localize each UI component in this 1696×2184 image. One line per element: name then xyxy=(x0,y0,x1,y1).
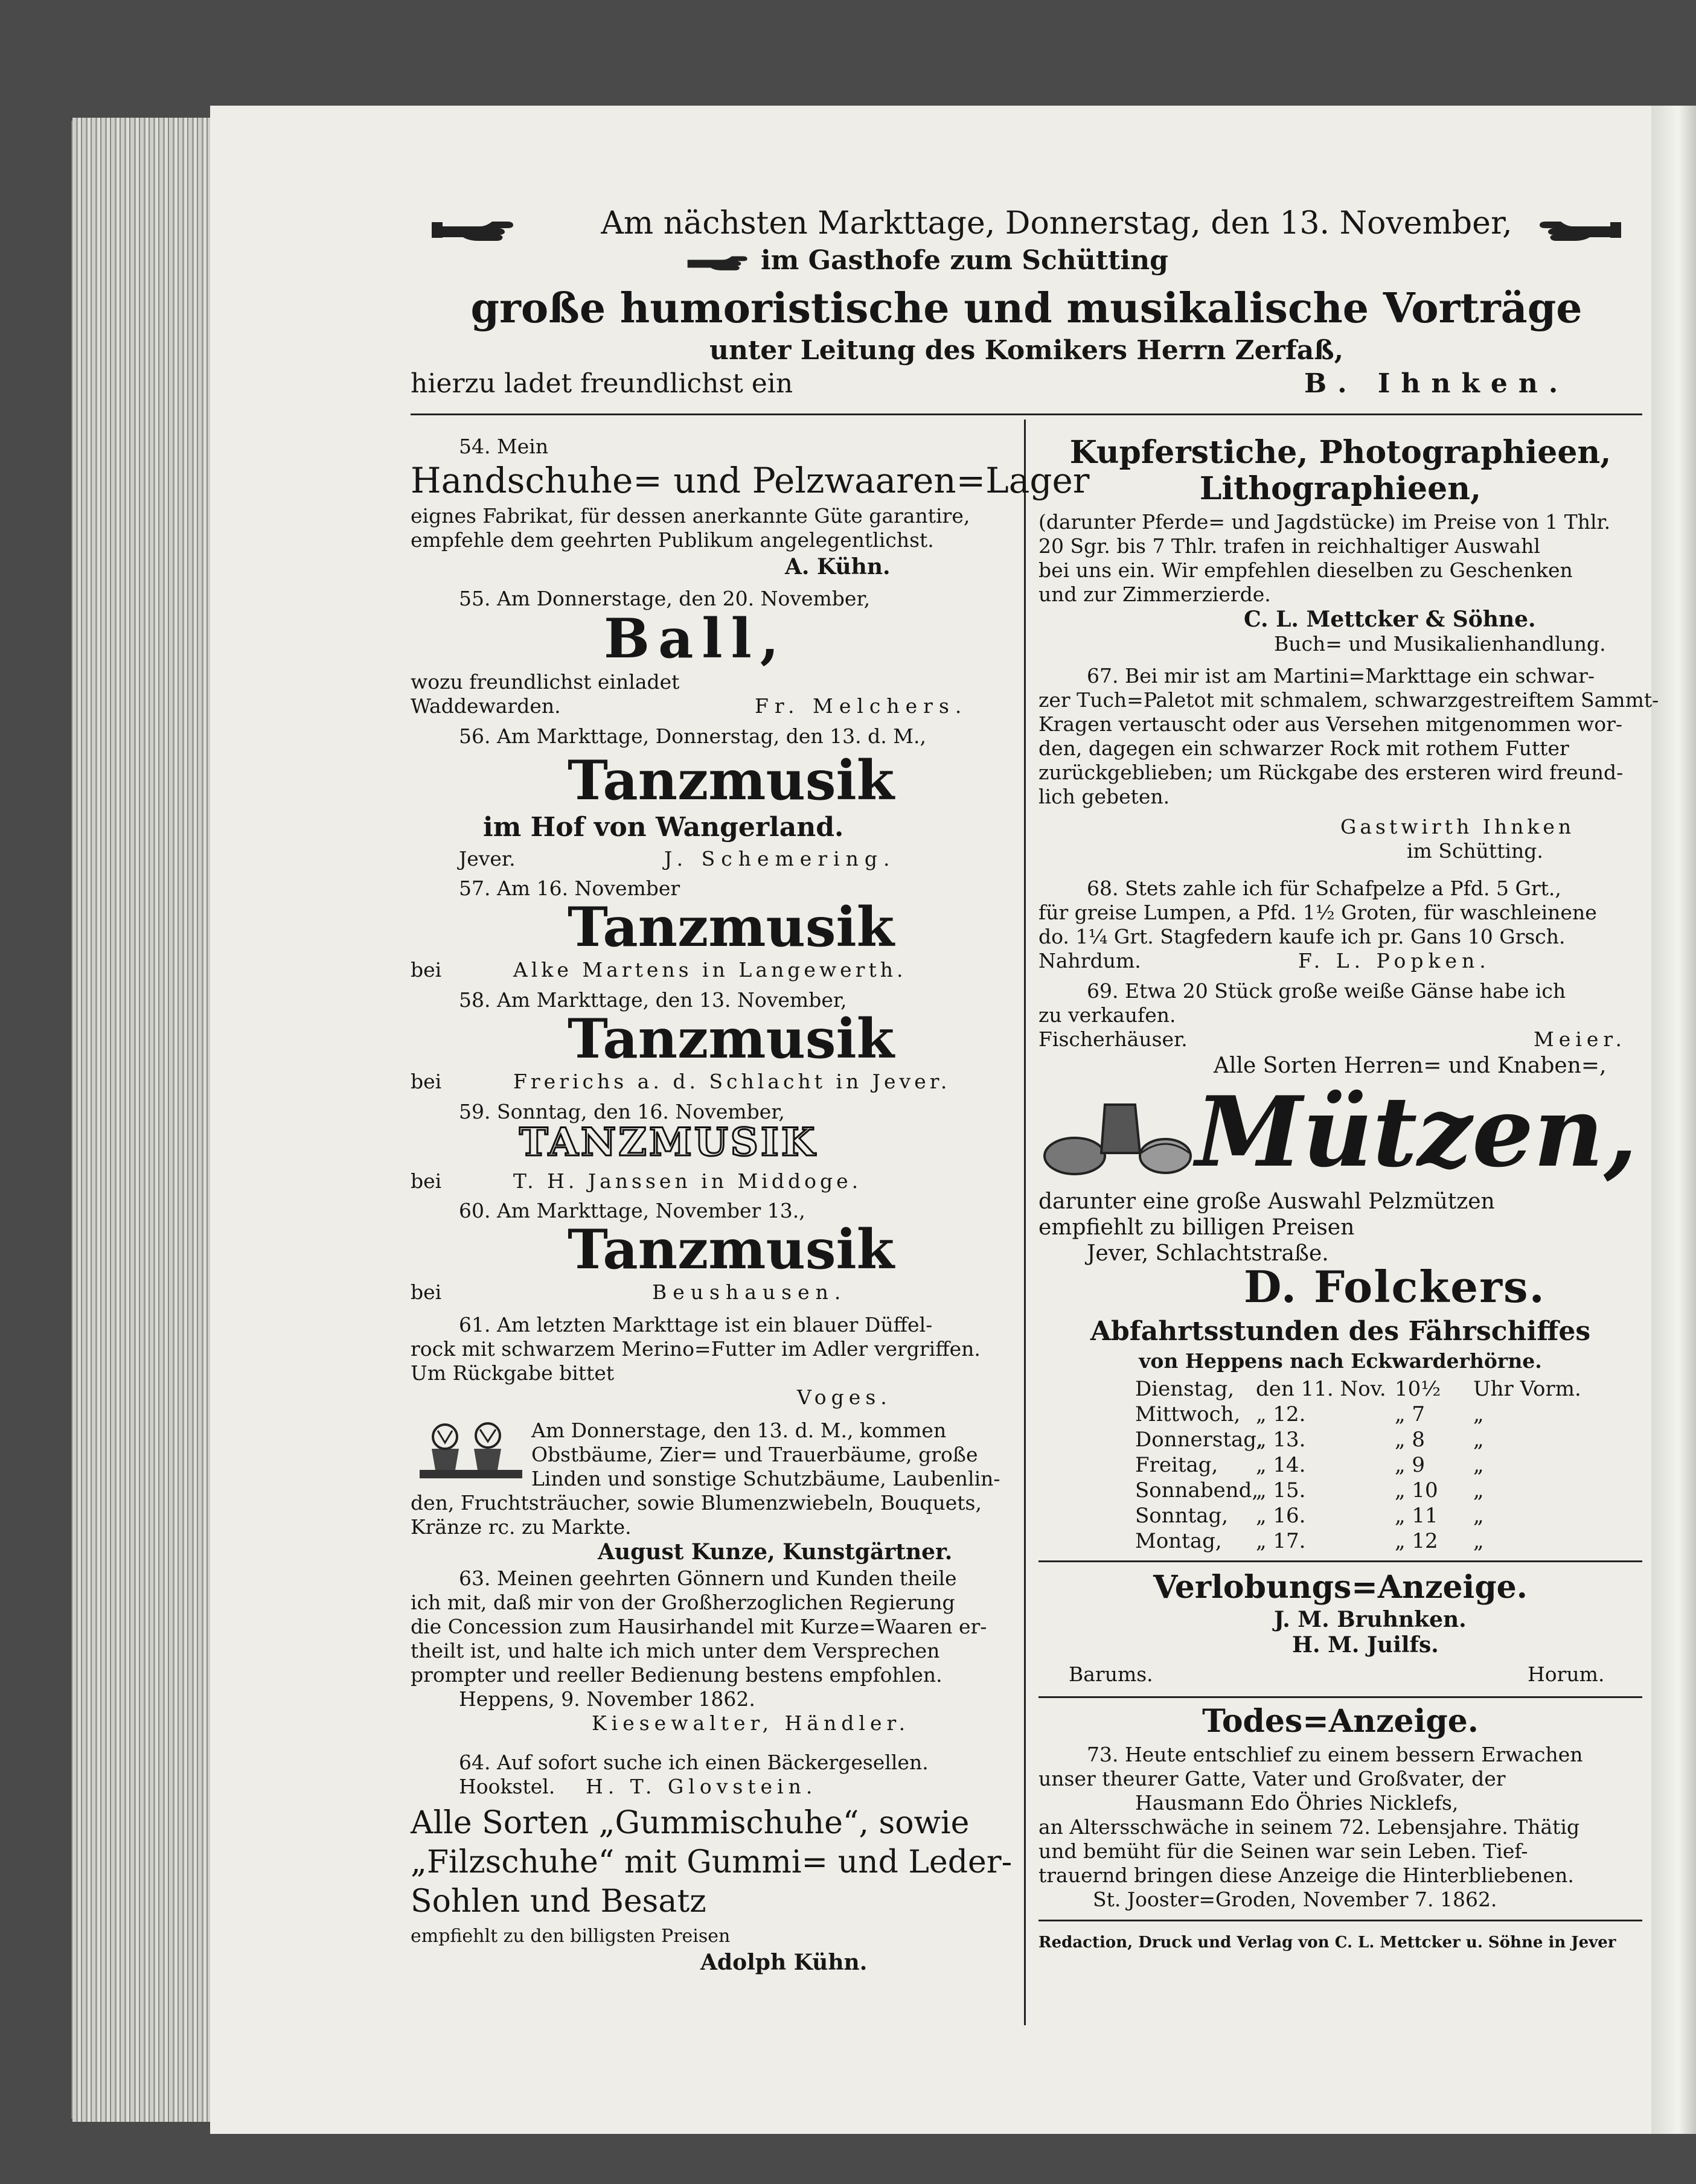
ferry-unit: „ xyxy=(1473,1453,1484,1477)
ferry-row xyxy=(1135,1528,1594,1554)
ad-63-line: die Concession zum Hausirhandel mit Kurze=Waaren er- xyxy=(411,1615,987,1638)
ad-63-line: 63. Meinen geehrten Gönnern und Kunden theile xyxy=(459,1566,957,1590)
ad-61-signature: Voges. xyxy=(797,1385,892,1409)
ad-59-title: TANZMUSIK xyxy=(519,1120,818,1165)
ad-gummi-line: Alle Sorten „Gummischuhe“, sowie xyxy=(411,1805,970,1841)
ad-69-line: zu verkaufen. xyxy=(1038,1003,1176,1027)
ad-67-line: Kragen vertauscht oder aus Versehen mitgenommen wor- xyxy=(1038,712,1623,736)
header-rule xyxy=(411,413,1642,415)
ad-60-signature: Beushausen. xyxy=(652,1280,847,1304)
page-edges xyxy=(72,118,211,2122)
ad-54-line: empfehle dem geehrten Publikum angelegentlichst. xyxy=(411,528,934,552)
ferry-row xyxy=(1135,1478,1594,1503)
pointing-hand-icon-right xyxy=(1534,211,1624,247)
page-content xyxy=(411,205,1659,2016)
ferry-row xyxy=(1135,1427,1594,1452)
ad-59-line: 59. Sonntag, den 16. November, xyxy=(459,1100,785,1123)
ad-58-signature: Frerichs a. d. Schlacht in Jever. xyxy=(513,1070,951,1093)
ad-67-line: den, dagegen ein schwarzer Rock mit rothem Futter xyxy=(1038,736,1569,760)
ad-62-line: Kränze rc. zu Markte. xyxy=(411,1515,632,1539)
engagement-title: Verlobungs=Anzeige. xyxy=(1153,1569,1528,1606)
ferry-date: „ 14. xyxy=(1256,1453,1306,1477)
header-line-5-left: hierzu ladet freundlichst ein xyxy=(411,368,793,399)
ferry-day: Montag, xyxy=(1135,1529,1222,1553)
ad-54-signature: A. Kühn. xyxy=(785,554,891,580)
ad-gummi-line: „Filzschuhe“ mit Gummi= und Leder- xyxy=(411,1844,1013,1880)
ferry-day: Sonntag, xyxy=(1135,1504,1229,1528)
ad-gummi-line: empfiehlt zu den billigsten Preisen xyxy=(411,1926,731,1947)
ferry-date: „ 15. xyxy=(1256,1478,1306,1502)
death-notice-line: 73. Heute entschlief zu einem bessern Erwachen xyxy=(1087,1743,1583,1766)
ad-63-line: Heppens, 9. November 1862. xyxy=(459,1687,755,1711)
book-fore-edge xyxy=(1651,106,1696,2134)
ad-60-title: Tanzmusik xyxy=(568,1218,895,1282)
ferry-row xyxy=(1135,1452,1594,1478)
ad-kupferstiche-title: Lithographieen, xyxy=(1199,470,1482,507)
ad-59-signature: T. H. Janssen in Middoge. xyxy=(513,1169,862,1193)
engagement-name: J. M. Bruhnken. xyxy=(1274,1607,1467,1632)
ad-muetzen-line: Jever, Schlachtstraße. xyxy=(1087,1241,1329,1266)
ferry-time: „ 10 xyxy=(1395,1478,1438,1502)
ferry-unit: Uhr Vorm. xyxy=(1473,1377,1581,1401)
ad-55-line: 55. Am Donnerstage, den 20. November, xyxy=(459,587,871,610)
ad-muetzen-line: Alle Sorten Herren= und Knaben=, xyxy=(1214,1053,1607,1078)
ferry-subtitle: von Heppens nach Eckwarderhörne. xyxy=(1139,1349,1542,1373)
ad-54-line: 54. Mein xyxy=(459,435,549,458)
ad-muetzen-line: empfiehlt zu billigen Preisen xyxy=(1038,1215,1355,1240)
ad-67-line: lich gebeten. xyxy=(1038,785,1170,808)
ad-61-line: rock mit schwarzem Merino=Futter im Adler vergriffen. xyxy=(411,1337,981,1361)
ferry-day: Mittwoch, xyxy=(1135,1402,1241,1426)
ad-67-signature: im Schütting. xyxy=(1407,839,1543,863)
ad-muetzen-line: darunter eine große Auswahl Pelzmützen xyxy=(1038,1189,1495,1214)
header-line-3: große humoristische und musikalische Vorträge xyxy=(470,284,1582,333)
ferry-time: „ 11 xyxy=(1395,1504,1438,1528)
ad-69-place: Fischerhäuser. xyxy=(1038,1027,1188,1051)
ad-68-line: 68. Stets zahle ich für Schafpelze a Pfd. 5 Grt., xyxy=(1087,876,1561,900)
ferry-time: „ 8 xyxy=(1395,1428,1426,1452)
ferry-unit: „ xyxy=(1473,1478,1484,1502)
ad-55-signature: Fr. Melchers. xyxy=(755,694,968,718)
ad-64-line: 64. Auf sofort suche ich einen Bäckergesellen. xyxy=(459,1751,929,1774)
ad-62-line: Am Donnerstage, den 13. d. M., kommen xyxy=(531,1419,947,1442)
ad-69-signature: Meier. xyxy=(1534,1027,1627,1051)
ad-56-line: 56. Am Markttage, Donnerstag, den 13. d. M., xyxy=(459,724,927,748)
ad-kupferstiche-line: und zur Zimmerzierde. xyxy=(1038,583,1271,606)
ad-63-line: prompter und reeller Bedienung bestens empfohlen. xyxy=(411,1663,942,1687)
ferry-day: Dienstag, xyxy=(1135,1377,1235,1401)
ad-58-bei: bei xyxy=(411,1070,442,1093)
ad-muetzen-signature: D. Folckers. xyxy=(1244,1261,1546,1312)
ferry-unit: „ xyxy=(1473,1428,1484,1452)
ad-55-line: wozu freundlichst einladet xyxy=(411,670,680,694)
engagement-place: Barums. xyxy=(1069,1662,1153,1686)
ad-muetzen-title: Mützen, xyxy=(1195,1075,1638,1189)
death-notice-line: St. Jooster=Groden, November 7. 1862. xyxy=(1093,1888,1497,1911)
ferry-date: „ 12. xyxy=(1256,1402,1306,1426)
caps-illustration xyxy=(1038,1093,1195,1183)
ferry-unit: „ xyxy=(1473,1529,1484,1553)
ad-68-line: do. 1¼ Grt. Stagfedern kaufe ich pr. Gans 10 Grsch. xyxy=(1038,925,1566,948)
ad-54-line: eignes Fabrikat, für dessen anerkannte Güte garantire, xyxy=(411,504,970,528)
ad-57-title: Tanzmusik xyxy=(568,895,895,959)
death-notice-line: unser theurer Gatte, Vater und Großvater, der xyxy=(1038,1767,1506,1790)
death-notice-line: an Altersschwäche in seinem 72. Lebensjahre. Thätig xyxy=(1038,1815,1580,1839)
ad-kupferstiche-signature: C. L. Mettcker & Söhne. xyxy=(1244,607,1536,632)
ferry-time: „ 12 xyxy=(1395,1529,1438,1553)
rule xyxy=(1038,1560,1642,1562)
ferry-day: Donnerstag, xyxy=(1135,1428,1263,1452)
ad-59-bei: bei xyxy=(411,1169,442,1193)
pointing-hand-icon-left xyxy=(429,211,519,247)
ad-67-signature: Gastwirth Ihnken xyxy=(1340,815,1575,838)
ad-60-bei: bei xyxy=(411,1280,442,1304)
ad-57-bei: bei xyxy=(411,958,442,982)
ferry-time: „ 7 xyxy=(1395,1402,1426,1426)
ferry-date: „ 17. xyxy=(1256,1529,1306,1553)
ad-kupferstiche-line: bei uns ein. Wir empfehlen dieselben zu Geschenken xyxy=(1038,558,1573,582)
ferry-day: Freitag, xyxy=(1135,1453,1218,1477)
ad-67-line: zer Tuch=Paletot mit schmalem, schwarzgestreiftem Sammt- xyxy=(1038,688,1659,712)
ad-gummi-signature: Adolph Kühn. xyxy=(700,1950,868,1975)
column-divider xyxy=(1024,420,1026,2025)
ad-57-signature: Alke Martens in Langewerth. xyxy=(513,958,907,982)
ad-63-signature: Kiesewalter, Händler. xyxy=(592,1711,910,1735)
ferry-unit: „ xyxy=(1473,1402,1484,1426)
ad-68-signature: F. L. Popken. xyxy=(1298,949,1491,972)
ad-64-signature: H. T. Glovstein. xyxy=(586,1775,818,1798)
ad-67-line: zurückgeblieben; um Rückgabe des ersteren wird freund- xyxy=(1038,761,1624,784)
ad-58-line: 58. Am Markttage, den 13. November, xyxy=(459,988,847,1012)
death-notice-title: Todes=Anzeige. xyxy=(1202,1703,1479,1740)
ad-68-place: Nahrdum. xyxy=(1038,949,1141,972)
ferry-day: Sonnabend, xyxy=(1135,1478,1259,1502)
pointing-hand-icon-small xyxy=(682,249,755,275)
ad-67-line: 67. Bei mir ist am Martini=Markttage ein schwar- xyxy=(1087,664,1595,688)
rule xyxy=(1038,1920,1642,1921)
ad-gummi-line: Sohlen und Besatz xyxy=(411,1883,706,1920)
ad-68-line: für greise Lumpen, a Pfd. 1½ Groten, für waschleinene xyxy=(1038,901,1597,924)
death-notice-line: und bemüht für die Seinen war sein Leben. Tief- xyxy=(1038,1839,1528,1863)
ferry-time: „ 9 xyxy=(1395,1453,1426,1477)
ferry-title: Abfahrtsstunden des Fährschiffes xyxy=(1090,1316,1591,1347)
ad-69-line: 69. Etwa 20 Stück große weiße Gänse habe ich xyxy=(1087,979,1566,1003)
death-notice-line: Hausmann Edo Öhries Nicklefs, xyxy=(1135,1791,1459,1815)
ad-57-line: 57. Am 16. November xyxy=(459,876,680,900)
ferry-unit: „ xyxy=(1473,1504,1484,1528)
engagement-name: H. M. Juilfs. xyxy=(1292,1632,1439,1658)
ad-58-title: Tanzmusik xyxy=(568,1007,895,1071)
header-line-4: unter Leitung des Komikers Herrn Zerfaß, xyxy=(709,335,1344,366)
ad-55-place: Waddewarden. xyxy=(411,694,561,718)
ad-63-line: ich mit, daß mir von der Großherzoglichen Regierung xyxy=(411,1591,955,1614)
ferry-date: den 11. Nov. xyxy=(1256,1377,1386,1401)
ferry-date: „ 16. xyxy=(1256,1504,1306,1528)
ad-56-title: Tanzmusik xyxy=(568,749,895,813)
ad-56-signature: J. Schemering. xyxy=(664,847,896,870)
header-line-1: Am nächsten Markttage, Donnerstag, den 13. November, xyxy=(601,205,1512,241)
ferry-row xyxy=(1135,1402,1594,1427)
header-line-2: im Gasthofe zum Schütting xyxy=(761,245,1168,276)
ad-54-title: Handschuhe= und Pelzwaaren=Lager xyxy=(411,460,1090,501)
ad-62-line: den, Fruchtsträucher, sowie Blumenzwiebeln, Bouquets, xyxy=(411,1491,982,1515)
ferry-date: „ 13. xyxy=(1256,1428,1306,1452)
rule xyxy=(1038,1696,1642,1698)
potted-plants-illustration xyxy=(417,1413,525,1491)
ad-62-signature: August Kunze, Kunstgärtner. xyxy=(598,1539,953,1565)
ad-62-line: Obstbäume, Zier= und Trauerbäume, große xyxy=(531,1443,978,1466)
ad-kupferstiche-title: Kupferstiche, Photographieen, xyxy=(1069,434,1611,471)
ad-55-title: Ball, xyxy=(604,607,788,671)
engagement-place: Horum. xyxy=(1528,1662,1605,1686)
ad-64-place: Hookstel. xyxy=(459,1775,555,1798)
ad-56-subtitle: im Hof von Wangerland. xyxy=(483,812,844,843)
ad-62-line: Linden und sonstige Schutzbäume, Laubenlin- xyxy=(531,1467,1000,1490)
ferry-time: 10½ xyxy=(1395,1377,1441,1401)
ad-56-place: Jever. xyxy=(459,847,516,870)
ad-60-line: 60. Am Markttage, November 13., xyxy=(459,1199,805,1222)
ad-kupferstiche-line: 20 Sgr. bis 7 Thlr. trafen in reichhaltiger Auswahl xyxy=(1038,534,1540,558)
header-line-5-right: B. Ihnken. xyxy=(1304,368,1569,399)
ferry-row xyxy=(1135,1503,1594,1528)
ferry-row xyxy=(1135,1376,1594,1402)
imprint: Redaction, Druck und Verlag von C. L. Mettcker u. Söhne in Jever xyxy=(1038,1933,1616,1952)
ad-61-line: 61. Am letzten Markttage ist ein blauer Düffel- xyxy=(459,1313,933,1336)
ad-61-line: Um Rückgabe bittet xyxy=(411,1361,615,1385)
ad-kupferstiche-line: Buch= und Musikalienhandlung. xyxy=(1274,632,1606,656)
ad-kupferstiche-line: (darunter Pferde= und Jagdstücke) im Preise von 1 Thlr. xyxy=(1038,510,1611,534)
death-notice-line: trauernd bringen diese Anzeige die Hinterbliebenen. xyxy=(1038,1863,1574,1887)
ad-63-line: theilt ist, und halte ich mich unter dem Versprechen xyxy=(411,1639,940,1662)
